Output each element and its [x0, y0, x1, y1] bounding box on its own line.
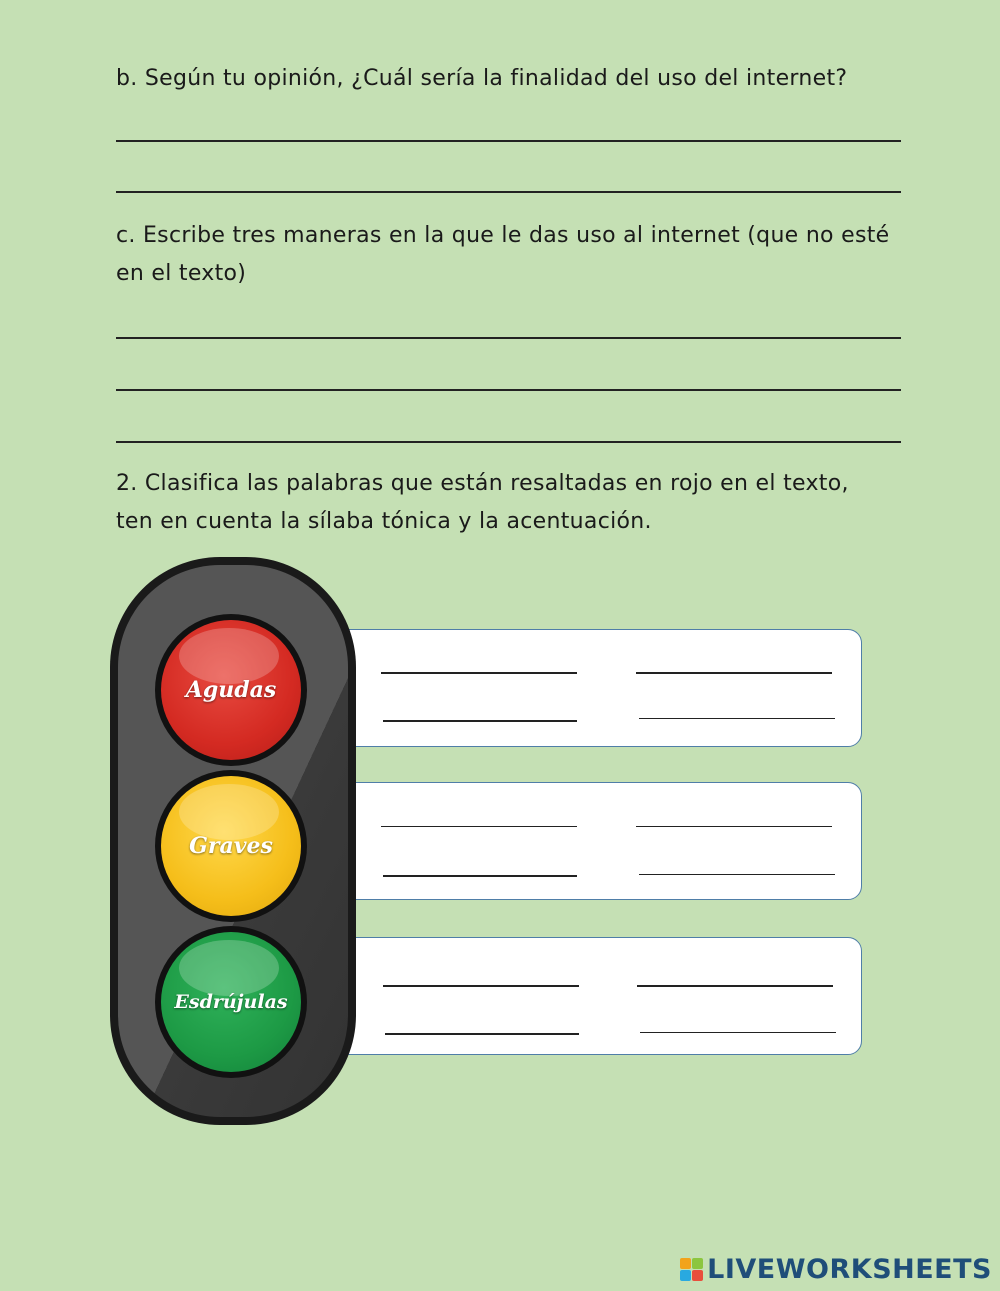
agudas-label: Agudas	[185, 677, 277, 703]
red-lamp	[155, 614, 307, 766]
liveworksheets-logo[interactable]	[680, 1254, 992, 1285]
answer-line-c-1[interactable]	[116, 337, 901, 339]
agudas-answer-field-1[interactable]	[381, 672, 577, 674]
esdrujulas-answer-box	[330, 937, 862, 1055]
graves-answer-field-1[interactable]	[381, 826, 577, 827]
esdrujulas-answer-field-3[interactable]	[385, 1033, 579, 1035]
graves-answer-box	[330, 782, 862, 900]
agudas-answer-field-2[interactable]	[636, 672, 832, 674]
esdrujulas-answer-field-1[interactable]	[383, 985, 579, 987]
answer-line-c-3[interactable]	[116, 441, 901, 443]
question-b: b. Según tu opinión, ¿Cuál sería la finalidad del uso del internet?	[116, 66, 848, 91]
agudas-answer-box	[330, 629, 862, 747]
question-c	[116, 217, 926, 293]
esdrujulas-label: Esdrújulas	[174, 991, 288, 1013]
agudas-answer-field-4[interactable]	[639, 718, 835, 719]
esdrujulas-answer-field-2[interactable]	[637, 985, 833, 987]
question-c-line-1: c. Escribe tres maneras en la que le das uso al internet (que no esté	[116, 223, 890, 248]
green-lamp	[155, 926, 307, 1078]
question-2	[116, 465, 926, 541]
question-2-line-1: 2. Clasifica las palabras que están resaltadas en rojo en el texto,	[116, 471, 849, 496]
answer-line-b-2[interactable]	[116, 191, 901, 193]
logo-text: LIVEWORKSHEETS	[707, 1254, 992, 1285]
question-2-line-2: ten en cuenta la sílaba tónica y la acentuación.	[116, 509, 652, 534]
graves-answer-field-2[interactable]	[636, 826, 832, 827]
agudas-answer-field-3[interactable]	[383, 720, 577, 722]
answer-line-c-2[interactable]	[116, 389, 901, 391]
answer-line-b-1[interactable]	[116, 140, 901, 142]
graves-answer-field-3[interactable]	[383, 875, 577, 877]
esdrujulas-answer-field-4[interactable]	[640, 1032, 836, 1033]
graves-label: Graves	[189, 833, 273, 859]
yellow-lamp	[155, 770, 307, 922]
question-c-line-2: en el texto)	[116, 261, 247, 286]
graves-answer-field-4[interactable]	[639, 874, 835, 875]
liveworksheets-grid-icon	[680, 1258, 703, 1281]
